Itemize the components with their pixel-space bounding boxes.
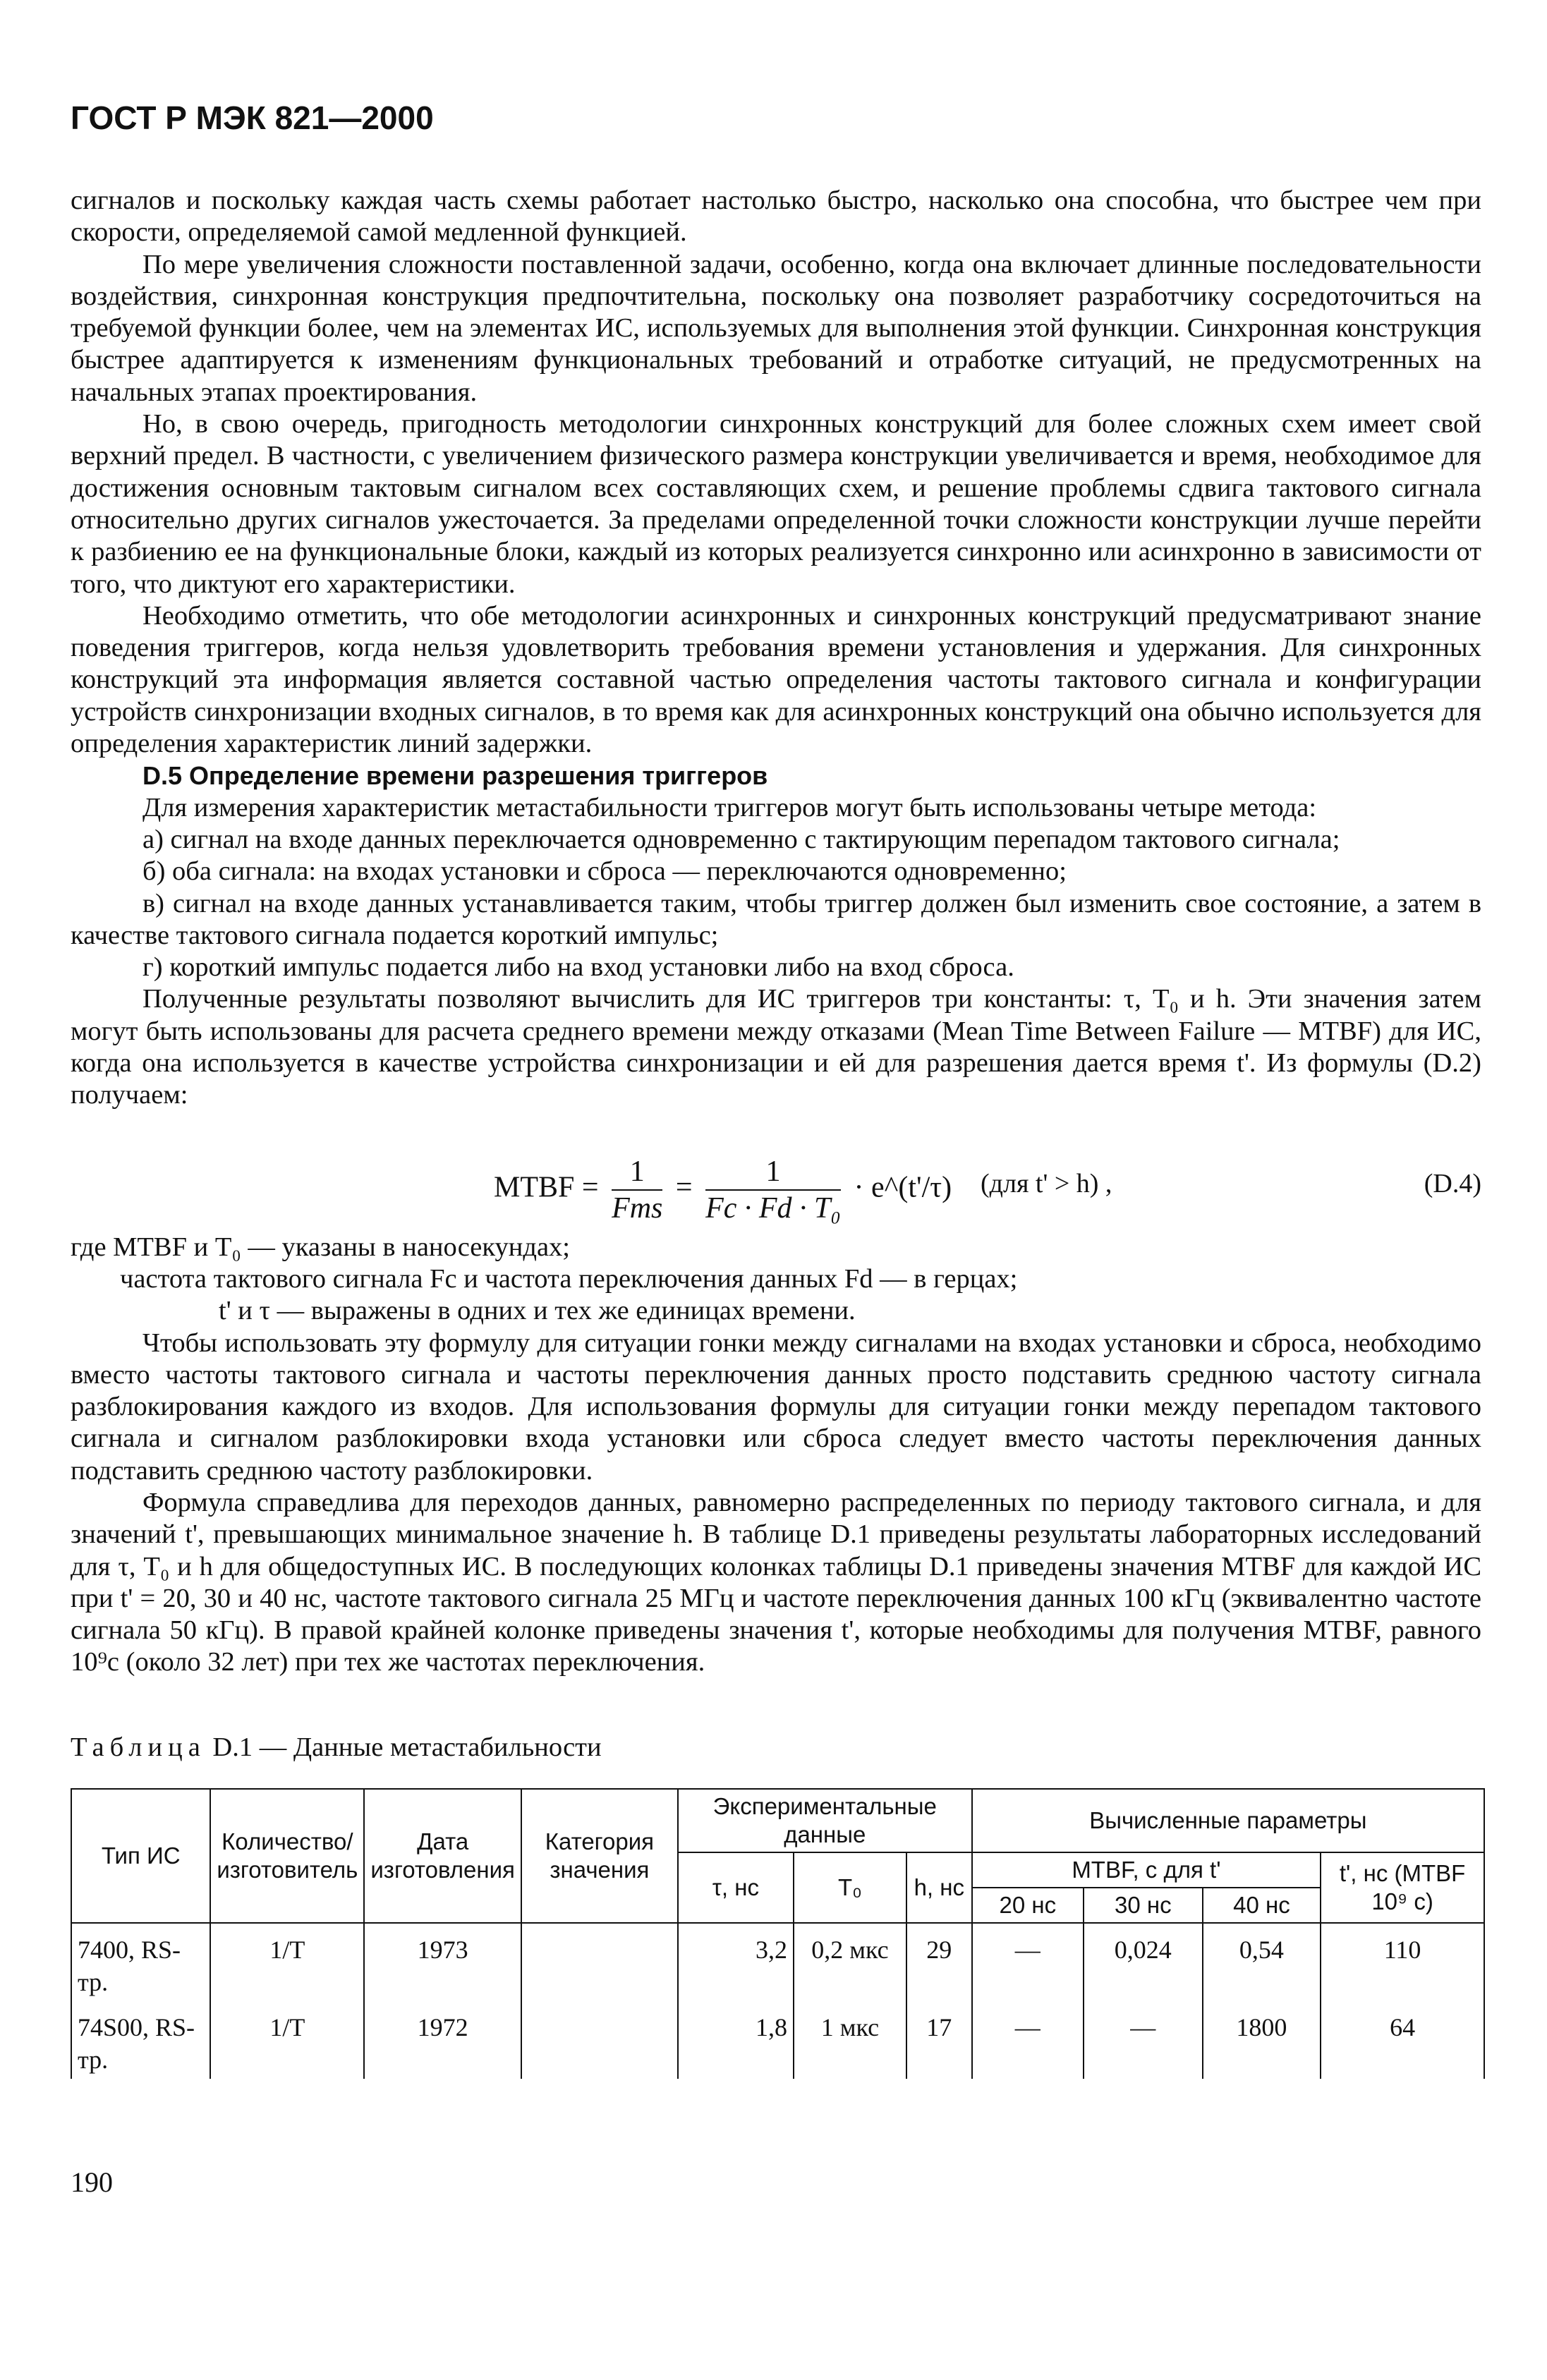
- page-number: 190: [71, 2166, 113, 2198]
- formula-condition: (для t' > h) ,: [981, 1168, 1112, 1198]
- formula-expression: [494, 1154, 952, 1226]
- header-tprime: t', нс (MTBF 10⁹ с): [1321, 1852, 1484, 1923]
- cell-t0: 1 мкс: [794, 2001, 906, 2079]
- cell-mtbf-30: —: [1084, 2001, 1203, 2079]
- where-line: где MTBF и T₀ — указаны в наносекундах;: [71, 1232, 571, 1262]
- cell-mtbf-40: 1800: [1203, 2001, 1321, 2079]
- fraction-numerator: 1: [612, 1154, 662, 1191]
- fraction-numerator: 1: [705, 1154, 841, 1191]
- page-header: ГОСТ Р МЭК 821—2000: [71, 99, 434, 136]
- cell-type: 7400, RS-тр.: [71, 1923, 210, 2001]
- cell-tau: 3,2: [678, 1923, 794, 2001]
- formula-equals: =: [675, 1171, 693, 1204]
- table-caption-word: Таблица: [71, 1732, 206, 1762]
- where-line: t' и τ — выражены в одних и тех же единицах времени.: [219, 1296, 856, 1326]
- table-caption: [71, 1732, 602, 1763]
- table-caption-text: D.1 — Данные метастабильности: [212, 1732, 602, 1762]
- list-item: в) сигнал на входе данных устанавливается таким, чтобы триггер должен был изменить свое состояние, а затем в качестве тактового сигнала подается короткий импульс;: [71, 888, 1481, 950]
- cell-tprime: 64: [1321, 2001, 1484, 2079]
- formula-number: (D.4): [1424, 1168, 1481, 1198]
- where-line: частота тактового сигнала Fc и частота переключения данных Fd — в герцах;: [120, 1263, 1018, 1294]
- cell-tau: 1,8: [678, 2001, 794, 2079]
- fraction-denominator: Fc · Fd · T₀: [705, 1191, 842, 1225]
- section-heading: D.5 Определение времени разрешения триггеров: [142, 761, 768, 791]
- paragraph: сигналов и поскольку каждая часть схемы работает настолько быстро, насколько она способна, что быстрее чем при скорости, определяемой самой медленной функцией.: [71, 186, 1481, 248]
- body-text: [71, 185, 1481, 1679]
- header-h: h, нс: [906, 1852, 972, 1923]
- cell-mtbf-40: 0,54: [1203, 1923, 1321, 2001]
- list-item: а) сигнал на входе данных переключается одновременно с тактирующим перепадом тактового сигнала;: [142, 824, 1340, 854]
- header-40ns: 40 нс: [1203, 1888, 1321, 1923]
- list-item: б) оба сигнала: на входах установки и сброса — переключаются одновременно;: [142, 856, 1067, 887]
- paragraph: Чтобы использовать эту формулу для ситуации гонки между сигналами на входах установки и сброса, необходимо вместо частоты тактового сигнала и частоты переключения данных просто подставить среднюю частоту сигнала разблокирования каждого из входов. Для использования формулы для ситуации гонки между перепадом тактового сигнала и сигналом разблокировки входа установки или сброса следует вместо частоты переключения данных подставить среднюю частоту разблокировки.: [71, 1328, 1481, 1486]
- formula-exponential: · e^(t'/τ): [854, 1171, 952, 1204]
- header-count: Количество/ изготовитель: [210, 1789, 364, 1923]
- header-t0: T₀: [794, 1852, 906, 1923]
- cell-mtbf-20: —: [972, 2001, 1084, 2079]
- cell-h: 17: [906, 2001, 972, 2079]
- paragraph: Полученные результаты позволяют вычислить для ИС триггеров три константы: τ, T₀ и h. Эти значения затем могут быть использованы для расчета среднего времени между отказами (Mean Time Between Failure — MTBF) для ИС, когда она используется в качестве устройства синхронизации и ей для разрешения дается время t'. Из формулы (D.2) получаем:: [71, 984, 1481, 1110]
- formula-d4: [71, 1122, 1481, 1227]
- paragraph: Но, в свою очередь, пригодность методологии синхронных конструкций для более сложных схем имеет свой верхний предел. В частности, с увеличением физического размера конструкции увеличивается и время, необходимое для достижения основным тактовым сигналом всех составляющих схем, и решение проблемы сдвига тактового сигнала относительно других сигналов ужесточается. За пределами определенной точки сложности конструкции лучше перейти к разбиению ее на функциональные блоки, каждый из которых реализуется синхронно или асинхронно в зависимости от того, что диктуют его характеристики.: [71, 409, 1481, 599]
- formula-fraction-2: [705, 1154, 841, 1226]
- fraction-denominator: Fms: [612, 1191, 663, 1225]
- header-category: Категория значения: [521, 1789, 678, 1923]
- header-experimental: Экспериментальные данные: [678, 1789, 972, 1852]
- formula-fraction-1: [612, 1154, 662, 1226]
- cell-type: 74S00, RS-тр.: [71, 2001, 210, 2079]
- cell-t0: 0,2 мкс: [794, 1923, 906, 2001]
- header-date: Дата изготовления: [364, 1789, 521, 1923]
- header-mtbf: MTBF, с для t': [972, 1852, 1321, 1888]
- metastability-table: [71, 1788, 1485, 2079]
- cell-count: 1/T: [210, 2001, 364, 2079]
- list-item: г) короткий импульс подается либо на вход установки либо на вход сброса.: [142, 952, 1014, 983]
- header-type: Тип ИС: [71, 1789, 210, 1923]
- cell-date: 1972: [364, 2001, 521, 2079]
- header-calculated: Вычисленные параметры: [972, 1789, 1484, 1852]
- cell-tprime: 110: [1321, 1923, 1484, 2001]
- paragraph: Для измерения характеристик метастабильности триггеров могут быть использованы четыре метода:: [142, 792, 1317, 822]
- paragraph: По мере увеличения сложности поставленной задачи, особенно, когда она включает длинные последовательности воздействия, синхронная конструкция предпочтительна, поскольку она позволяет разработчику сосредоточиться на требуемой функции более, чем на элементах ИС, используемых для выполнения этой функции. Синхронная конструкция быстрее адаптируется к изменениям функциональных требований и отработке ситуаций, не предусмотренных на начальных этапах проектирования.: [71, 249, 1481, 407]
- table-row: [71, 1923, 1484, 2001]
- header-20ns: 20 нс: [972, 1888, 1084, 1923]
- cell-date: 1973: [364, 1923, 521, 2001]
- table-row: [71, 2001, 1484, 2079]
- cell-h: 29: [906, 1923, 972, 2001]
- header-30ns: 30 нс: [1084, 1888, 1203, 1923]
- paragraph: Формула справедлива для переходов данных, равномерно распределенных по периоду тактового сигнала, и для значений t', превышающих минимальное значение h. В таблице D.1 приведены результаты лабораторных исследований для τ, T₀ и h для общедоступных ИС. В последующих колонках таблицы D.1 приведены значения MTBF для каждой ИС при t' = 20, 30 и 40 нс, частоте тактового сигнала 25 МГц и частоте переключения данных 100 кГц (эквивалентно частоте сигнала 50 кГц). В правой крайней колонке приведены значения t', которые необходимы для получения MTBF, равного 10⁹с (около 32 лет) при тех же частотах переключения.: [71, 1487, 1481, 1677]
- cell-mtbf-20: —: [972, 1923, 1084, 2001]
- header-tau: τ, нс: [678, 1852, 794, 1923]
- cell-mtbf-30: 0,024: [1084, 1923, 1203, 2001]
- paragraph: Необходимо отметить, что обе методологии асинхронных и синхронных конструкций предусматривают знание поведения триггеров, когда нельзя удовлетворить требования времени установления и удержания. Для синхронных конструкций эта информация является составной частью определения частоты тактового сигнала и конфигурации устройств синхронизации входных сигналов, в то время как для асинхронных конструкций она обычно используется для определения характеристик линий задержки.: [71, 600, 1481, 759]
- formula-lhs: MTBF =: [494, 1171, 599, 1204]
- cell-count: 1/T: [210, 1923, 364, 2001]
- cell-category: [521, 1923, 678, 2001]
- cell-category: [521, 2001, 678, 2079]
